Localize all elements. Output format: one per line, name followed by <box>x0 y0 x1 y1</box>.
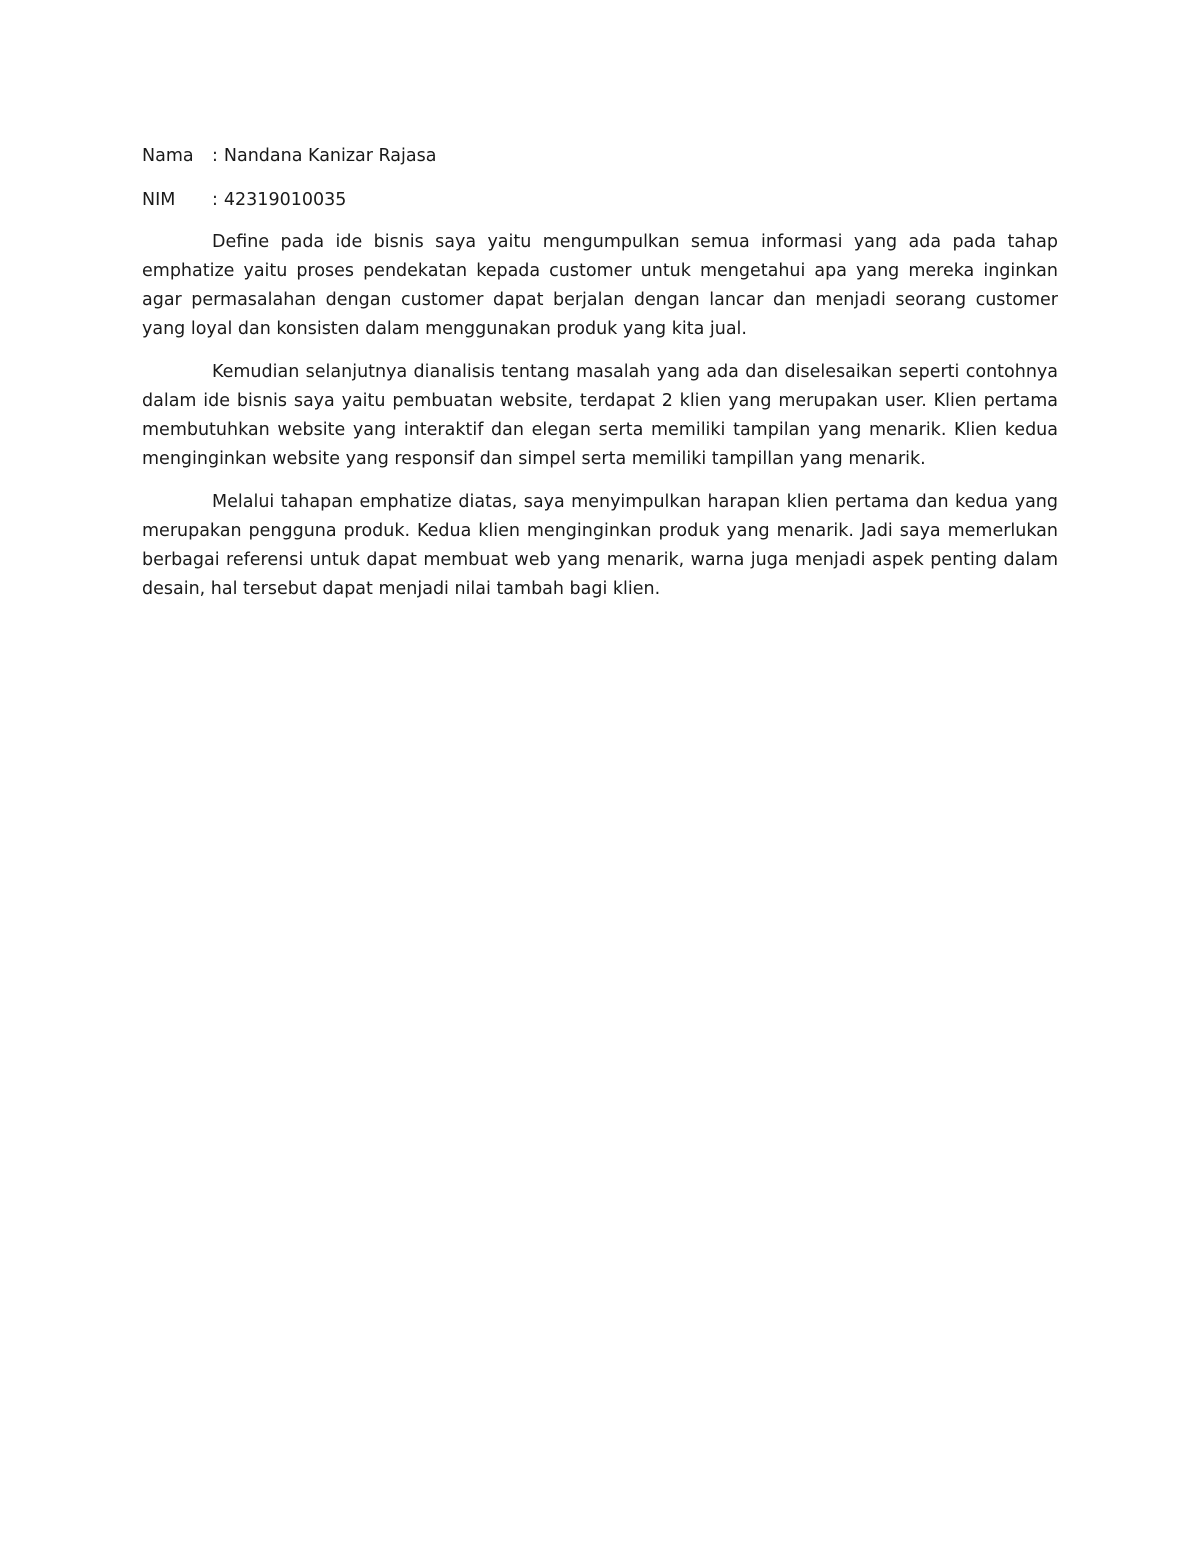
paragraph-define: Define pada ide bisnis saya yaitu mengumpulkan semua informasi yang ada pada tahap emphatize yaitu proses pendekatan kepada customer untuk mengetahui apa yang mereka inginkan agar permasalahan dengan customer dapat berjalan dengan lancar dan menjadi seorang customer yang loyal dan konsisten dalam menggunakan produk yang kita jual. <box>142 232 1058 339</box>
name-separator: : <box>212 146 218 166</box>
name-value: Nandana Kanizar Rajasa <box>223 146 437 166</box>
document-content <box>142 140 1058 604</box>
paragraph-analysis: Kemudian selanjutnya dianalisis tentang masalah yang ada dan diselesaikan seperti contohnya dalam ide bisnis saya yaitu pembuatan website, terdapat 2 klien yang merupakan user. Klien pertama membutuhkan website yang interaktif dan elegan serta memiliki tampilan yang menarik. Klien kedua menginginkan website yang responsif dan simpel serta memiliki tampillan yang menarik. <box>142 362 1058 469</box>
name-label: Nama <box>142 146 194 166</box>
nim-separator: : <box>212 190 218 210</box>
paragraph-conclusion: Melalui tahapan emphatize diatas, saya menyimpulkan harapan klien pertama dan kedua yang merupakan pengguna produk. Kedua klien menginginkan produk yang menarik. Jadi saya memerlukan berbagai referensi untuk dapat membuat web yang menarik, warna juga menjadi aspek penting dalam desain, hal tersebut dapat menjadi nilai tambah bagi klien. <box>142 492 1058 599</box>
nim-label: NIM <box>142 190 176 210</box>
nim-row <box>142 184 1058 216</box>
nim-value: 42319010035 <box>223 190 347 210</box>
name-row <box>142 140 1058 172</box>
